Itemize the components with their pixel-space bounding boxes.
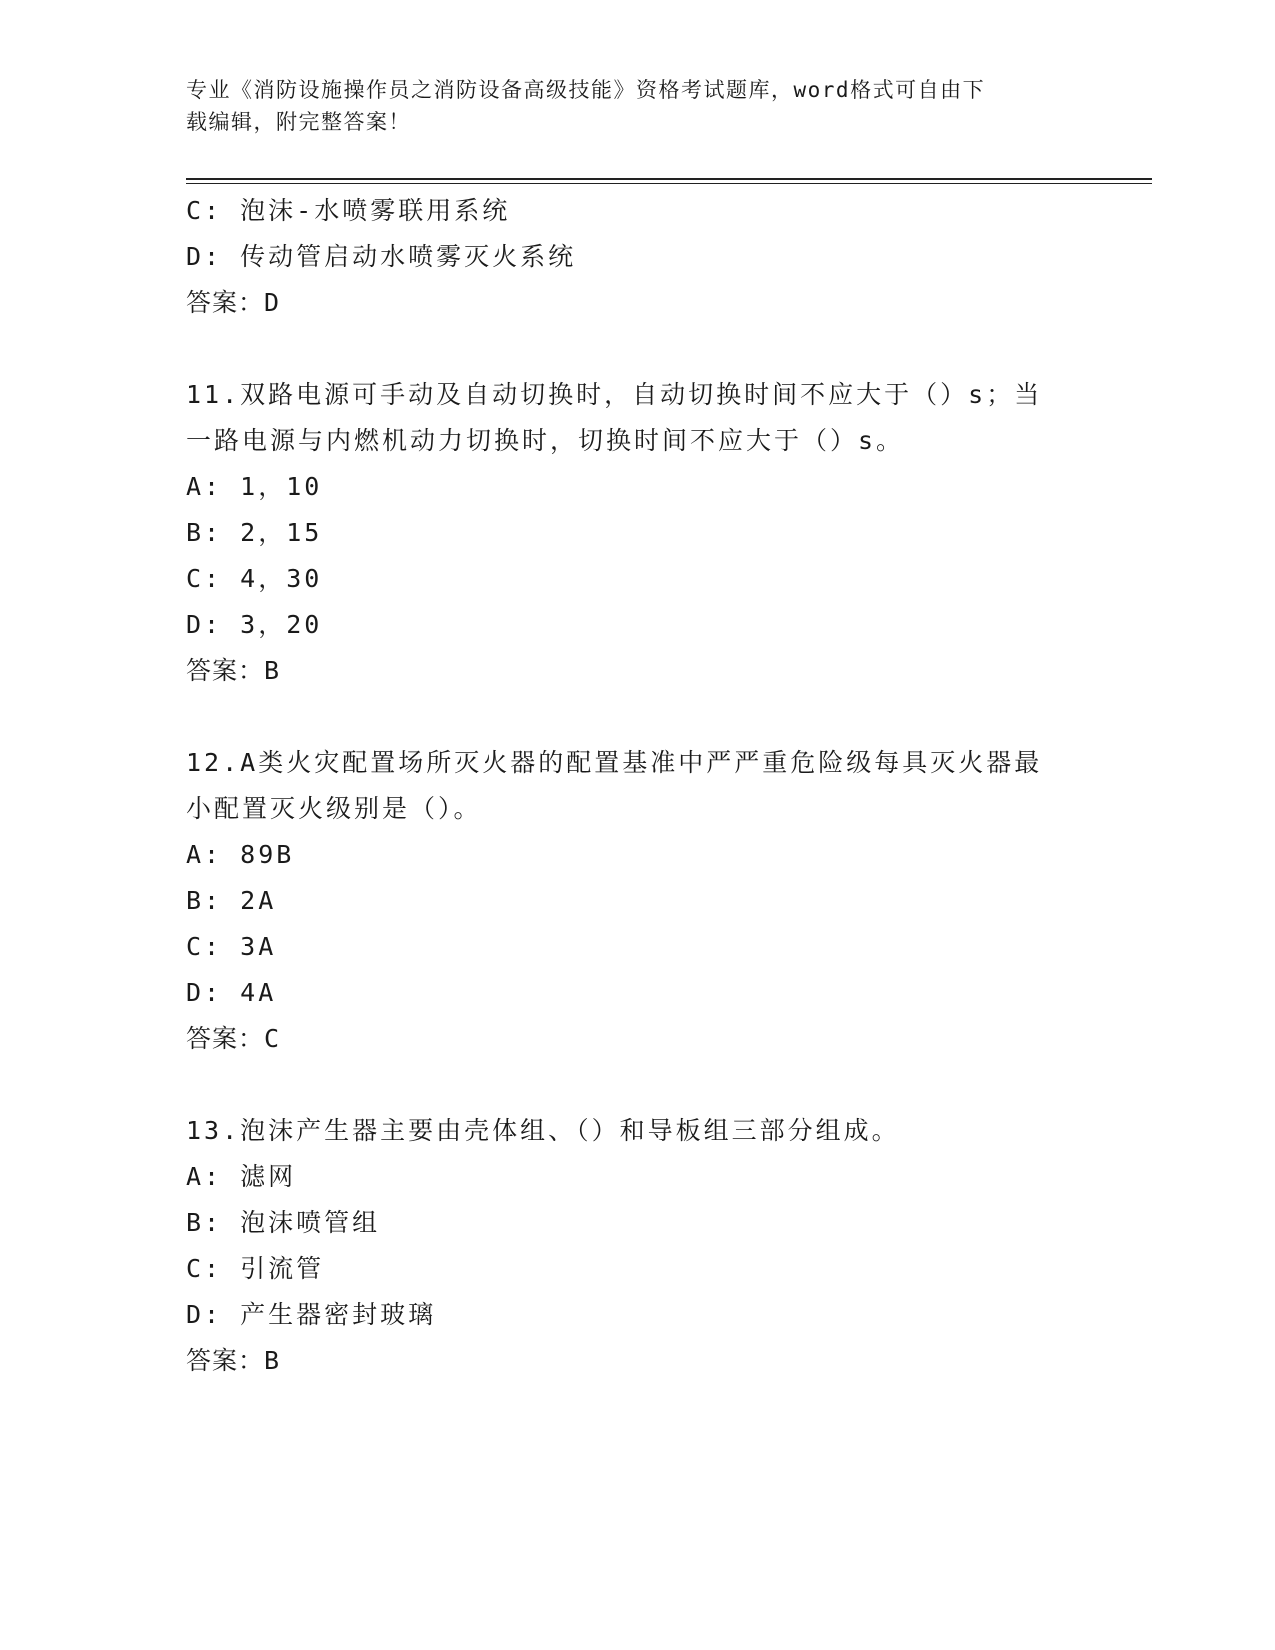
question-stem-continued: 小配置灭火级别是（）。 [186,794,482,823]
answer-line: 答案：B [186,656,281,685]
question-list [186,188,1066,1384]
spacer [186,326,1066,372]
question-13 [186,1108,1066,1384]
option-c: C: 泡沫-水喷雾联用系统 [186,196,511,225]
question-12 [186,740,1066,1062]
question-stem: 13.泡沫产生器主要由壳体组、（）和导板组三部分组成。 [186,1116,900,1145]
header-divider-thick [186,178,1152,180]
option-d: D: 3，20 [186,610,323,639]
partial-question [186,188,1066,326]
answer-line: 答案：D [186,288,281,317]
option-c: C: 3A [186,932,277,961]
option-d: D: 4A [186,978,277,1007]
option-b: B: 2，15 [186,518,323,547]
answer-line: 答案：B [186,1346,281,1375]
header-divider-thin [186,183,1152,184]
answer-line: 答案：C [186,1024,281,1053]
option-c: C: 引流管 [186,1254,325,1283]
question-stem: 12.A类火灾配置场所灭火器的配置基准中严严重危险级每具灭火器最 [186,748,1043,777]
header-line-1: 专业《消防设施操作员之消防设备高级技能》资格考试题库，word格式可自由下 [186,78,986,102]
option-a: A: 89B [186,840,295,869]
header-line-2: 载编辑，附完整答案！ [186,110,411,134]
option-d: D: 产生器密封玻璃 [186,1300,437,1329]
question-stem: 11.双路电源可手动及自动切换时，自动切换时间不应大于（）s；当 [186,380,1043,409]
option-a: A: 滤网 [186,1162,297,1191]
option-b: B: 2A [186,886,277,915]
spacer [186,694,1066,740]
question-11 [186,372,1066,694]
option-b: B: 泡沫喷管组 [186,1208,381,1237]
question-stem-continued: 一路电源与内燃机动力切换时，切换时间不应大于（）s。 [186,426,905,455]
document-header [186,74,1066,138]
option-c: C: 4，30 [186,564,323,593]
option-a: A: 1，10 [186,472,323,501]
spacer [186,1062,1066,1108]
option-d: D: 传动管启动水喷雾灭火系统 [186,242,577,271]
